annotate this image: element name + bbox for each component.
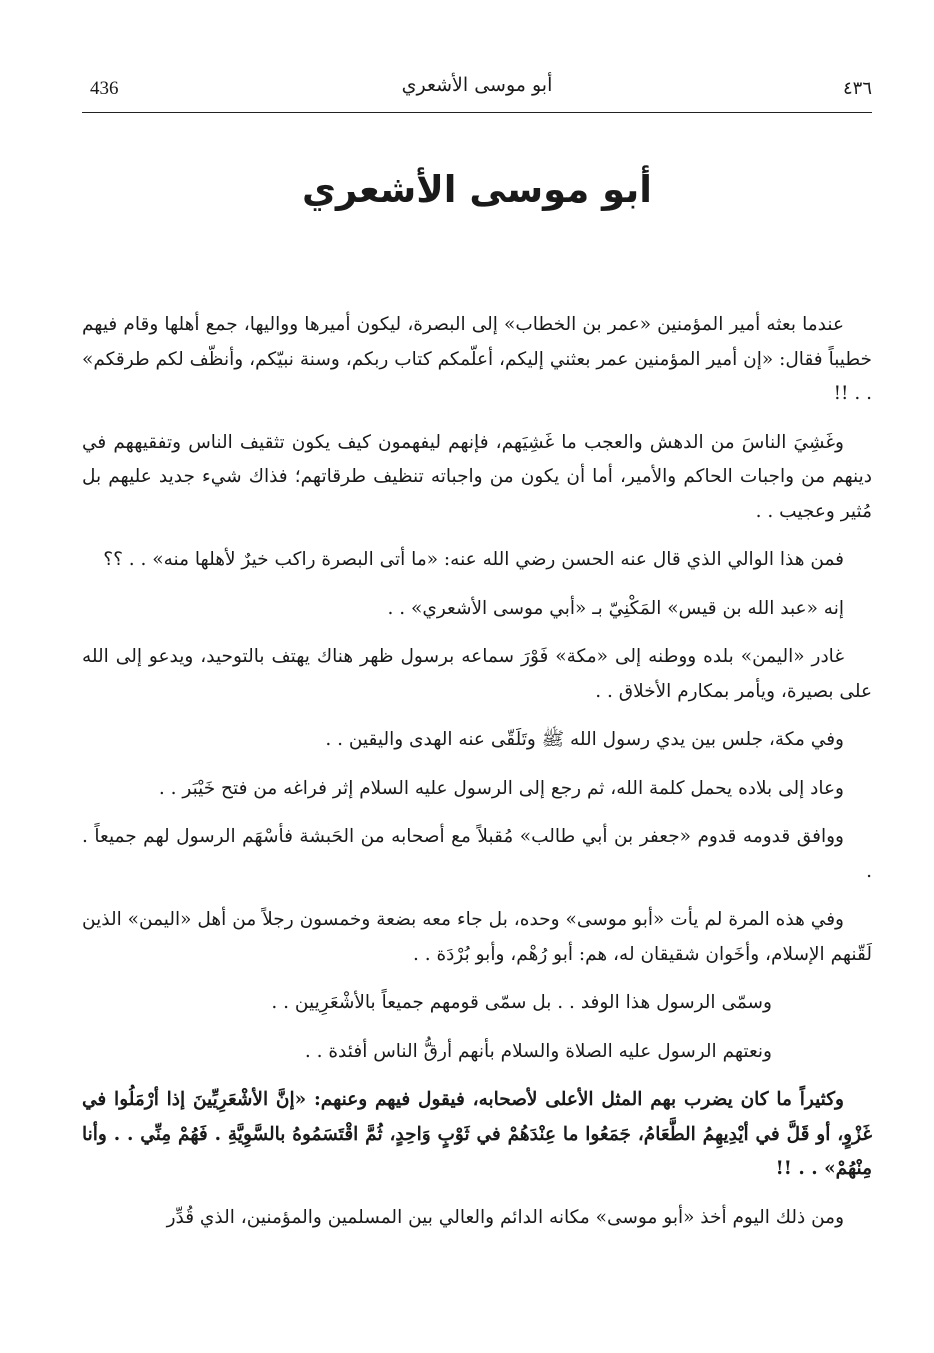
hadith-paragraph: وكثيراً ما كان يضرب بهم المثل الأعلى لأصحابه، فيقول فيهم وعنهم: «إنَّ الأشْعَرِيِّينَ إذا أرْمَلُوا في غَزْوٍ، أو قَلَّ في أيْدِيهِمُ الطَّعَامُ، جَمَعُوا ما عِنْدَهُمْ في ثَوْبٍ وَاحِدٍ، ثُمَّ اقْتَسَمُوهُ بالسَّوِيَّةِ . فَهُمْ مِنِّي . . وأنا مِنْهُمْ» . . !! [82,1089,872,1179]
paragraph: وغَشِيَ الناسَ من الدهش والعجب ما غَشِيَهم، فإنهم ليفهمون كيف يكون تثقيف الناس وتفقيههم في دينهم من واجبات الحاكم والأمير، أما أن يكون من واجباته تنظيف طرقاتهم؛ فذاك شيء جديد عليهم بل مُثير وعجيب . . [82,431,872,522]
paragraph: وفي هذه المرة لم يأت «أبو موسى» وحده، بل جاء معه بضعة وخمسون رجلاً من أهل «اليمن» الذين لَقّنهم الإسلام، وأخَوان شقيقان له، هم: أبو رُهْم، وأبو بُرْدَة . . [82,909,872,965]
header-rule [82,112,872,113]
paragraph: ووافق قدومه قدوم «جعفر بن أبي طالب» مُقبلاً مع أصحابه من الحَبشة فأسْهَم الرسول لهم جميعاً . . [82,826,872,882]
paragraph: فمن هذا الوالي الذي قال عنه الحسن رضي الله عنه: «ما أتى البصرة راكب خيرٌ لأهلها منه» . . ؟؟ [103,549,844,570]
page-number-latin: 436 [90,78,119,99]
paragraph: وسمّى الرسول هذا الوفد . . بل سمّى قومهم جميعاً بالأشْعَرِيين . . [271,992,772,1013]
body-text [82,308,872,1249]
paragraph: ومن ذلك اليوم أخذ «أبو موسى» مكانه الدائم والعالي بين المسلمين والمؤمنين، الذي قُدِّر [166,1206,844,1228]
paragraph: عندما بعثه أمير المؤمنين «عمر بن الخطاب» إلى البصرة، ليكون أميرها وواليها، جمع أهلها وقام فيهم خطيباً فقال: «إن أمير المؤمنين عمر بعثني إليكم، أعلّمكم كتاب ربكم، وسنة نبيّكم، وأنظّف لكم طرقكم» . . !! [82,314,872,404]
chapter-title: أبو موسى الأشعري [302,168,652,211]
page-header [82,68,872,110]
paragraph: إنه «عبد الله بن قيس» المَكْنِيّ بـ «أبي موسى الأشعري» . . [387,597,844,619]
paragraph: وعاد إلى بلاده يحمل كلمة الله، ثم رجع إلى الرسول عليه السلام إثر فراغه من فتح خَيْبَر . . [158,777,844,799]
paragraph: غادر «اليمن» بلده ووطنه إلى «مكة» فَوْرَ سماعه برسول ظهر هناك يهتف بالتوحيد، ويدعو إلى الله على بصيرة، ويأمر بمكارم الأخلاق . . [82,646,872,702]
paragraph: ونعتهم الرسول عليه الصلاة والسلام بأنهم أرقُّ الناس أفئدة . . [304,1040,772,1062]
running-title: أبو موسى الأشعري [401,74,553,96]
page-number-arabic: ٤٣٦ [842,78,872,99]
paragraph: وفي مكة، جلس بين يدي رسول الله ﷺ وتَلَقّى عنه الهدى واليقين . . [325,729,844,750]
